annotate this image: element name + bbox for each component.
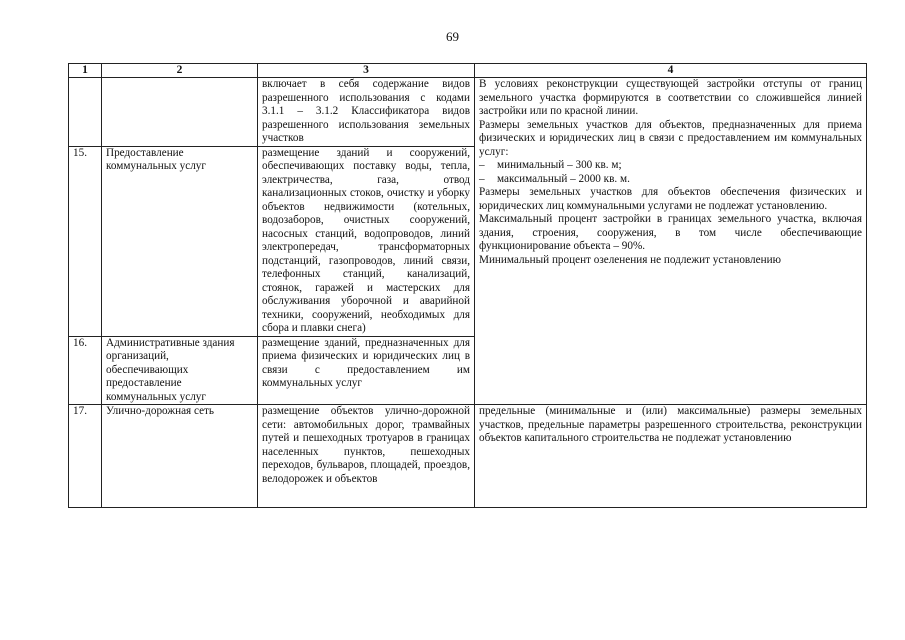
use-description: размещение объектов улично-дорожной сети: автомобильных дорог, трамвайных путей и пешеходных тротуаров в границах населенных пунктов, пешеходных переходов, бульваров, площадей, проездов, велодорожек и объектов bbox=[258, 405, 475, 508]
param-max-size-text: максимальный – 2000 кв. м. bbox=[497, 172, 630, 185]
use-name: Предоставление коммунальных услуг bbox=[102, 146, 258, 336]
row-number: 17. bbox=[69, 405, 102, 508]
dash-marker: – bbox=[479, 159, 485, 171]
param-min-size-text: минимальный – 300 кв. м; bbox=[497, 159, 622, 171]
param-sizes-not-set: Размеры земельных участков для объектов обеспечения физических и юридических лиц коммунальными услугами не подлежат установлению. bbox=[479, 186, 862, 212]
header-row bbox=[69, 64, 867, 78]
param-max-percent: Максимальный процент застройки в границах земельного участка, включая здания, строения, сооружения, в том числе обеспечивающие функционирование объекта – 90%. bbox=[479, 213, 862, 252]
param-sizes-intro: Размеры земельных участков для объектов, предназначенных для приема физических и юридических лиц в связи с предоставлением им коммунальных услуг: bbox=[479, 118, 862, 158]
header-col-4: 4 bbox=[475, 64, 867, 78]
use-name: Улично-дорожная сеть bbox=[102, 405, 258, 508]
param-min-size bbox=[479, 159, 862, 173]
page-number: 69 bbox=[446, 29, 459, 44]
parameters-cell: предельные (минимальные и (или) максимальные) размеры земельных участков, предельные параметры разрешенного строительства, реконструкции объектов капитального строительства не подлежат установлению bbox=[475, 405, 867, 508]
header-col-3: 3 bbox=[258, 64, 475, 78]
table-row bbox=[69, 405, 867, 508]
table-row bbox=[69, 78, 867, 147]
header-col-1: 1 bbox=[69, 64, 102, 78]
row-number: 15. bbox=[69, 146, 102, 336]
use-description: включает в себя содержание видов разрешенного использования с кодами 3.1.1 – 3.1.2 Классификатора видов разрешенного использования земельных участков bbox=[258, 78, 475, 147]
row-number: 16. bbox=[69, 336, 102, 405]
dash-marker: – bbox=[479, 172, 485, 185]
param-max-size bbox=[479, 173, 862, 187]
param-min-greening: Минимальный процент озеленения не подлежит установлению bbox=[479, 253, 781, 266]
param-reconstruction: В условиях реконструкции существующей застройки отступы от границ земельного участка формируются в соответствии со сложившейся линией застройки или по красной линии. bbox=[479, 78, 862, 117]
use-name: Административные здания организаций, обеспечивающих предоставление коммунальных услуг bbox=[102, 336, 258, 405]
row-number bbox=[69, 78, 102, 147]
parameters-cell bbox=[475, 78, 867, 405]
header-col-2: 2 bbox=[102, 64, 258, 78]
use-description: размещение зданий и сооружений, обеспечивающих поставку воды, тепла, электричества, газа, отвод канализационных стоков, очистку и уборку объектов недвижимости (котельных, водозаборов, очистных сооружений, насосных станций, водопроводов, линий электропередач, трансформаторных подстанций, газопроводов, линий связи, телефонных станций, канализаций, стоянок, гаражей и мастерских для обслуживания уборочной и аварийной техники, сооружений, необходимых для сбора и плавки снега) bbox=[258, 146, 475, 336]
use-name bbox=[102, 78, 258, 147]
use-description: размещение зданий, предназначенных для приема физических и юридических лиц в связи с предоставлением им коммунальных услуг bbox=[258, 336, 475, 405]
regulations-table bbox=[68, 63, 867, 508]
